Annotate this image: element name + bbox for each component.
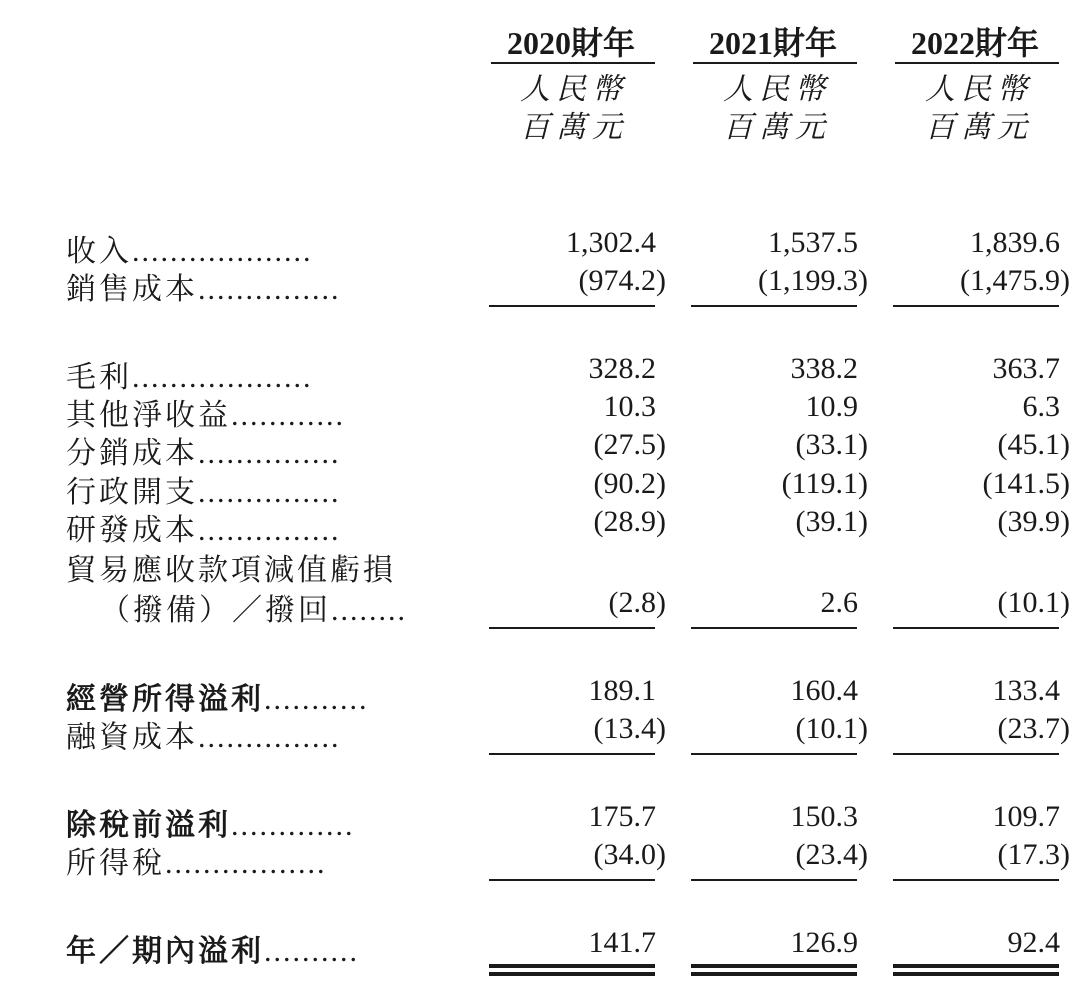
header-rule-2022 xyxy=(895,62,1059,64)
row-label-profit-before-tax: 除稅前溢利............. xyxy=(66,809,355,842)
value-gross-profit-2020: 328.2 xyxy=(588,352,656,385)
subtotal-rule-2020 xyxy=(489,879,655,881)
unit-2022: 百萬元 xyxy=(925,111,1033,144)
currency-2020: 人民幣 xyxy=(520,73,628,106)
currency-2021: 人民幣 xyxy=(723,73,831,106)
value-finance-cost-2020: (13.4) xyxy=(593,712,666,745)
column-header-2022: 2022財年 xyxy=(910,25,1039,61)
subtotal-rule-2021 xyxy=(691,753,857,755)
row-label-impairment: 貿易應收款項減值虧損 xyxy=(66,554,396,587)
row-label-rd-cost: 研發成本............... xyxy=(66,514,341,547)
subtotal-rule-2020 xyxy=(489,627,655,629)
value-finance-cost-2021: (10.1) xyxy=(795,712,868,745)
value-profit-before-tax-2020: 175.7 xyxy=(588,800,656,833)
value-admin-expenses-2020: (90.2) xyxy=(593,467,666,500)
value-revenue-2022: 1,839.6 xyxy=(970,226,1060,259)
value-rd-cost-2021: (39.1) xyxy=(795,505,868,538)
subtotal-rule-2020 xyxy=(489,753,655,755)
value-rd-cost-2022: (39.9) xyxy=(997,505,1070,538)
value-rd-cost-2020: (28.9) xyxy=(593,505,666,538)
column-header-2020: 2020財年 xyxy=(506,25,635,61)
value-admin-expenses-2021: (119.1) xyxy=(781,467,868,500)
header-rule-2020 xyxy=(491,62,655,64)
value-gross-profit-2022: 363.7 xyxy=(992,352,1060,385)
total-double-rule-2022-bottom xyxy=(893,972,1059,976)
row-label-cost-of-sales: 銷售成本............... xyxy=(66,273,341,306)
value-other-income-2022: 6.3 xyxy=(1022,390,1060,423)
total-double-rule-2020-bottom xyxy=(489,972,655,976)
column-header-2021: 2021財年 xyxy=(708,25,837,61)
row-label-operating-profit: 經營所得溢利........... xyxy=(66,683,369,716)
value-gross-profit-2021: 338.2 xyxy=(790,352,858,385)
row-label-profit-for-year: 年／期內溢利.......... xyxy=(66,935,359,968)
total-double-rule-2021-top xyxy=(691,964,857,968)
row-label-gross-profit: 毛利................... xyxy=(66,361,313,394)
value-other-income-2021: 10.9 xyxy=(805,390,858,423)
value-revenue-2020: 1,302.4 xyxy=(566,226,656,259)
value-profit-before-tax-2021: 150.3 xyxy=(790,800,858,833)
subtotal-rule-2021 xyxy=(691,627,857,629)
value-operating-profit-2022: 133.4 xyxy=(992,674,1060,707)
value-profit-for-year-2021: 126.9 xyxy=(790,926,858,959)
value-income-tax-2022: (17.3) xyxy=(997,838,1070,871)
subtotal-rule-2022 xyxy=(893,753,1059,755)
subtotal-rule-2020 xyxy=(489,305,655,307)
total-double-rule-2021-bottom xyxy=(691,972,857,976)
value-profit-before-tax-2022: 109.7 xyxy=(992,800,1060,833)
value-distribution-cost-2021: (33.1) xyxy=(795,428,868,461)
subtotal-rule-2022 xyxy=(893,879,1059,881)
value-cost-of-sales-2022: (1,475.9) xyxy=(960,264,1070,297)
value-finance-cost-2022: (23.7) xyxy=(997,712,1070,745)
value-cost-of-sales-2021: (1,199.3) xyxy=(758,264,868,297)
value-income-tax-2020: (34.0) xyxy=(593,838,666,871)
unit-2021: 百萬元 xyxy=(723,111,831,144)
value-profit-for-year-2022: 92.4 xyxy=(1007,926,1060,959)
value-income-tax-2021: (23.4) xyxy=(795,838,868,871)
row-label-distribution-cost: 分銷成本............... xyxy=(66,437,341,470)
subtotal-rule-2022 xyxy=(893,627,1059,629)
row-label-revenue: 收入................... xyxy=(66,235,313,268)
unit-2020: 百萬元 xyxy=(520,111,628,144)
row-label-other-income: 其他淨收益............ xyxy=(66,399,345,432)
value-cost-of-sales-2020: (974.2) xyxy=(578,264,666,297)
value-impairment-2021: 2.6 xyxy=(820,586,858,619)
row-label-admin-expenses: 行政開支............... xyxy=(66,476,341,509)
value-profit-for-year-2020: 141.7 xyxy=(588,926,656,959)
row-label-finance-cost: 融資成本............... xyxy=(66,721,341,754)
subtotal-rule-2021 xyxy=(691,879,857,881)
header-rule-2021 xyxy=(693,62,857,64)
value-revenue-2021: 1,537.5 xyxy=(768,226,858,259)
total-double-rule-2022-top xyxy=(893,964,1059,968)
value-operating-profit-2021: 160.4 xyxy=(790,674,858,707)
value-admin-expenses-2022: (141.5) xyxy=(982,467,1070,500)
subtotal-rule-2022 xyxy=(893,305,1059,307)
value-other-income-2020: 10.3 xyxy=(603,390,656,423)
row-label-impairment-line2: （撥備）／撥回........ xyxy=(100,594,407,627)
row-label-income-tax: 所得稅................. xyxy=(66,847,327,880)
total-double-rule-2020-top xyxy=(489,964,655,968)
value-impairment-2022: (10.1) xyxy=(997,586,1070,619)
currency-2022: 人民幣 xyxy=(925,73,1033,106)
subtotal-rule-2021 xyxy=(691,305,857,307)
value-impairment-2020: (2.8) xyxy=(608,586,666,619)
value-distribution-cost-2020: (27.5) xyxy=(593,428,666,461)
value-operating-profit-2020: 189.1 xyxy=(588,674,656,707)
value-distribution-cost-2022: (45.1) xyxy=(997,428,1070,461)
